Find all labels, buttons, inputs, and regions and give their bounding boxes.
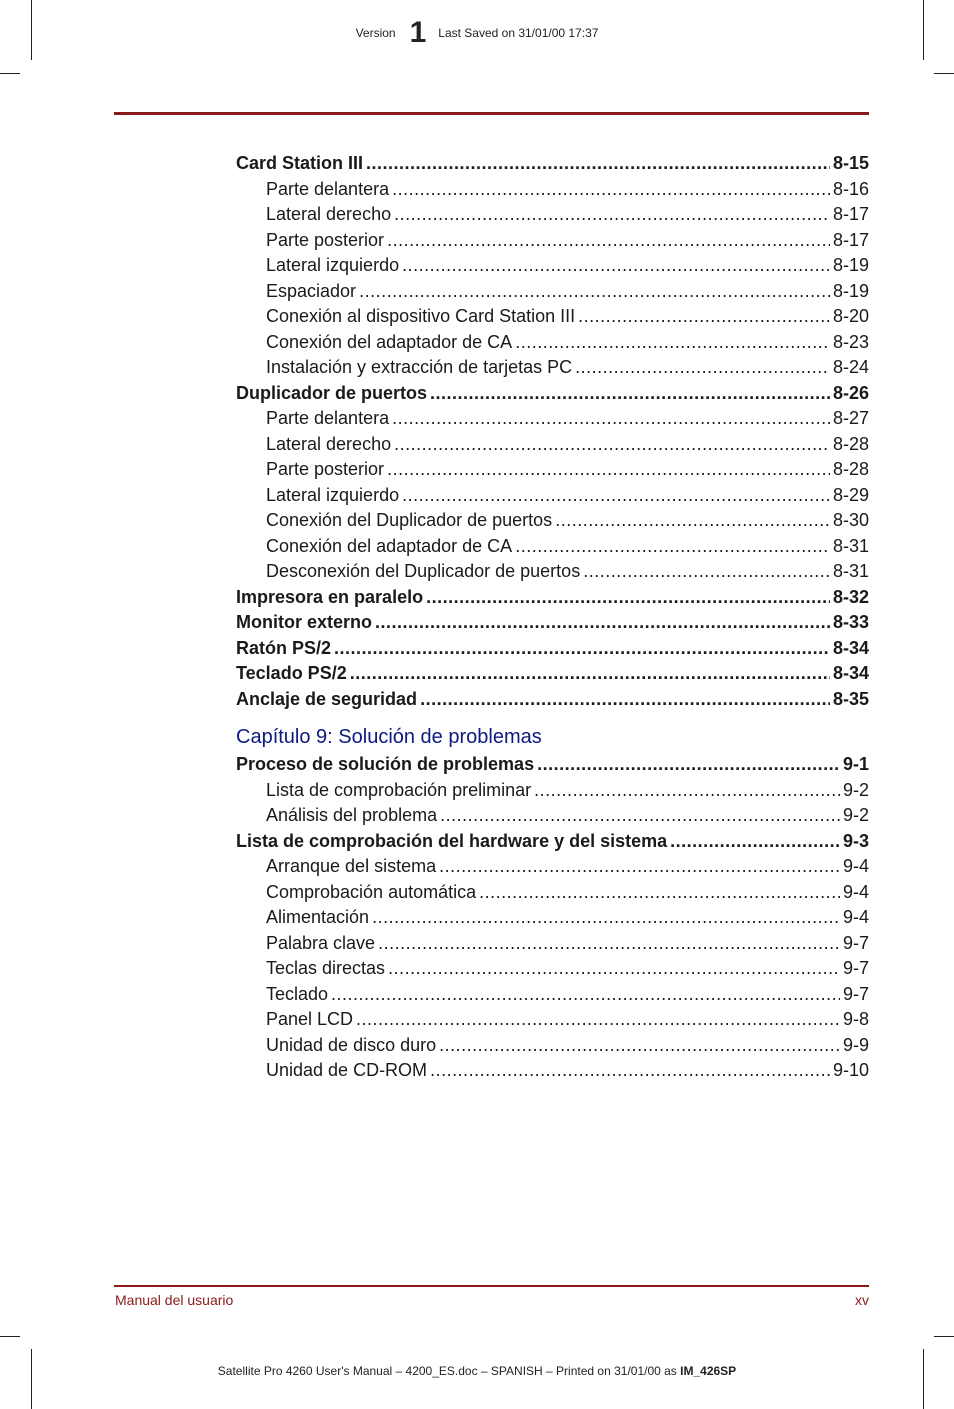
toc-entry-page: 9-3 (842, 830, 869, 851)
toc-entry-subsection (236, 1035, 869, 1061)
toc-entry-subsection (236, 856, 869, 882)
toc-entry-subsection (236, 958, 869, 984)
dot-leader (479, 882, 840, 903)
toc-entry-page: 9-9 (842, 1034, 869, 1055)
toc-entry-title: Parte posterior (266, 459, 385, 479)
dot-leader (392, 179, 830, 200)
toc-entry-subsection (236, 933, 869, 959)
dot-leader (440, 805, 840, 826)
toc-entry-page: 9-7 (842, 932, 869, 953)
toc-entry-subsection (236, 1060, 869, 1086)
toc-entry-subsection (236, 230, 869, 256)
dot-leader (394, 434, 830, 455)
toc-entry-page: 9-2 (842, 805, 869, 825)
toc-entry-subsection (236, 306, 869, 332)
print-info (0, 1364, 954, 1378)
version-label: Version (355, 26, 396, 40)
toc-entry-title: Lateral derecho (266, 433, 392, 454)
dot-leader (394, 204, 830, 225)
toc-entry-section (236, 383, 869, 409)
toc-entry-section (236, 638, 869, 664)
toc-entry-page: 9-4 (842, 881, 869, 902)
toc-entry-page: 9-4 (842, 907, 869, 927)
toc-entry-page: 8-33 (832, 612, 869, 632)
dot-leader (387, 459, 830, 480)
toc-entry-page: 8-26 (832, 382, 869, 403)
toc-entry-subsection (236, 805, 869, 831)
dot-leader (439, 856, 840, 877)
toc-entry-title: Unidad de CD-ROM (266, 1060, 428, 1080)
toc-entry-title: Lateral derecho (266, 204, 392, 224)
print-info-code: IM_426SP (680, 1364, 737, 1378)
dot-leader (426, 587, 830, 608)
toc-entry-subsection (236, 561, 869, 587)
toc-entry-title: Unidad de disco duro (266, 1034, 437, 1055)
toc-entry-subsection (236, 281, 869, 307)
toc-entry-page: 8-17 (832, 229, 869, 250)
chapter-heading: Capítulo 9: Solución de problemas (236, 726, 542, 748)
footer-page-number: xv (855, 1292, 869, 1308)
toc-entry-subsection (236, 408, 869, 434)
footer-rule (114, 1285, 869, 1287)
toc-entry-section (236, 587, 869, 613)
toc-entry-subsection (236, 332, 869, 358)
dot-leader (350, 663, 830, 684)
toc-entry-title: Parte delantera (266, 408, 390, 428)
toc-entry-subsection (236, 882, 869, 908)
dot-leader (402, 485, 830, 506)
toc-entry-title: Lista de comprobación preliminar (266, 779, 532, 800)
dot-leader (388, 958, 840, 979)
last-saved: Last Saved on 31/01/00 17:37 (438, 26, 599, 40)
toc-entry-page: 8-20 (832, 306, 869, 326)
toc-entry-title: Teclas directas (266, 958, 386, 978)
dot-leader (555, 510, 830, 531)
crop-mark (934, 73, 954, 74)
dot-leader (420, 689, 830, 710)
toc-entry-title: Card Station III (236, 153, 364, 173)
dot-leader (578, 306, 830, 327)
toc-entry-title: Monitor externo (236, 612, 373, 632)
toc-entry-section (236, 663, 869, 689)
toc-entry-title: Impresora en paralelo (236, 586, 424, 607)
dot-leader (575, 357, 830, 378)
toc-entry-page: 8-31 (832, 535, 869, 556)
toc-entry-title: Parte posterior (266, 229, 385, 250)
toc-entry-title: Lista de comprobación del hardware y del sistema (236, 830, 668, 851)
footer-manual-title: Manual del usuario (115, 1292, 234, 1308)
toc-entry-title: Conexión del adaptador de CA (266, 535, 513, 556)
toc-entry-subsection (236, 907, 869, 933)
dot-leader (392, 408, 830, 429)
version-number: 1 (409, 16, 427, 49)
toc-entry-subsection (236, 536, 869, 562)
crop-mark (0, 73, 20, 74)
toc-entry-page: 8-34 (832, 637, 869, 658)
dot-leader (534, 780, 840, 801)
dot-leader (372, 907, 840, 928)
table-of-contents (236, 153, 869, 1086)
toc-entry-title: Análisis del problema (266, 805, 438, 825)
dot-leader (515, 536, 830, 557)
toc-entry-title: Parte delantera (266, 178, 390, 199)
toc-entry-title: Espaciador (266, 280, 357, 301)
dot-leader (334, 638, 830, 659)
toc-entry-title: Instalación y extracción de tarjetas PC (266, 357, 573, 377)
toc-entry-title: Conexión del Duplicador de puertos (266, 510, 553, 530)
dot-leader (378, 933, 840, 954)
dot-leader (359, 281, 830, 302)
toc-entry-page: 9-10 (832, 1060, 869, 1080)
footer (115, 1292, 869, 1308)
toc-entry-page: 8-32 (832, 586, 869, 607)
toc-entry-title: Anclaje de seguridad (236, 688, 418, 709)
dot-leader (430, 1060, 830, 1081)
toc-entry-title: Arranque del sistema (266, 856, 437, 876)
toc-entry-page: 8-31 (832, 561, 869, 581)
toc-entry-page: 9-2 (842, 779, 869, 800)
dot-leader (402, 255, 830, 276)
toc-entry-title: Desconexión del Duplicador de puertos (266, 561, 581, 581)
toc-entry-page: 8-30 (832, 510, 869, 530)
toc-entry-subsection (236, 1009, 869, 1035)
toc-entry-subsection (236, 179, 869, 205)
toc-entry-title: Comprobación automática (266, 881, 477, 902)
toc-entry-page: 8-24 (832, 357, 869, 377)
toc-entry-page: 8-16 (832, 178, 869, 199)
toc-entry-subsection (236, 780, 869, 806)
toc-entry-subsection (236, 204, 869, 230)
toc-entry-page: 9-7 (842, 983, 869, 1004)
print-info-text: Satellite Pro 4260 User's Manual – 4200_ES.doc – SPANISH – Printed on 31/01/00 as (217, 1364, 677, 1378)
toc-entry-subsection (236, 459, 869, 485)
toc-entry-section (236, 612, 869, 638)
toc-entry-subsection (236, 510, 869, 536)
toc-entry-title: Lateral izquierdo (266, 255, 400, 275)
toc-entry-section (236, 831, 869, 857)
dot-leader (537, 754, 840, 775)
toc-entry-page: 9-4 (842, 856, 869, 876)
dot-leader (430, 383, 830, 404)
crop-mark (923, 1349, 924, 1409)
toc-entry-page: 8-29 (832, 484, 869, 505)
dot-leader (583, 561, 830, 582)
toc-entry-page: 8-19 (832, 255, 869, 275)
toc-entry-title: Lateral izquierdo (266, 484, 400, 505)
toc-entry-title: Conexión del adaptador de CA (266, 331, 513, 352)
toc-entry-title: Alimentación (266, 907, 370, 927)
toc-entry-title: Palabra clave (266, 932, 376, 953)
toc-entry-title: Conexión al dispositivo Card Station III (266, 306, 576, 326)
toc-entry-subsection (236, 357, 869, 383)
dot-leader (439, 1035, 840, 1056)
crop-mark (934, 1336, 954, 1337)
crop-mark (0, 1336, 20, 1337)
top-rule (114, 112, 869, 115)
toc-entry-subsection (236, 255, 869, 281)
toc-entry-page: 8-27 (832, 408, 869, 428)
toc-entry-title: Ratón PS/2 (236, 637, 332, 658)
toc-entry-page: 9-7 (842, 958, 869, 978)
toc-entry-section (236, 689, 869, 715)
toc-entry-page: 9-8 (842, 1009, 869, 1029)
toc-entry-title: Teclado PS/2 (236, 663, 347, 683)
dot-leader (670, 831, 840, 852)
dot-leader (366, 153, 830, 174)
toc-entry-page: 8-34 (832, 663, 869, 683)
dot-leader (375, 612, 830, 633)
version-header (0, 18, 954, 48)
toc-entry-subsection (236, 485, 869, 511)
toc-entry-page: 8-28 (832, 459, 869, 479)
toc-entry-title: Teclado (266, 983, 329, 1004)
toc-entry-page: 8-15 (832, 153, 869, 173)
dot-leader (331, 984, 840, 1005)
dot-leader (515, 332, 830, 353)
toc-entry-page: 9-1 (842, 754, 869, 774)
dot-leader (387, 230, 830, 251)
toc-entry-page: 8-35 (832, 688, 869, 709)
toc-entry-title: Panel LCD (266, 1009, 354, 1029)
toc-entry-page: 8-23 (832, 331, 869, 352)
toc-entry-page: 8-17 (832, 204, 869, 224)
dot-leader (356, 1009, 840, 1030)
toc-entry-page: 8-28 (832, 433, 869, 454)
toc-entry-subsection (236, 434, 869, 460)
toc-entry-title: Duplicador de puertos (236, 382, 428, 403)
toc-entry-page: 8-19 (832, 280, 869, 301)
toc-entry-title: Proceso de solución de problemas (236, 754, 535, 774)
toc-entry-section (236, 754, 869, 780)
crop-mark (31, 1349, 32, 1409)
toc-entry-section (236, 153, 869, 179)
toc-entry-subsection (236, 984, 869, 1010)
